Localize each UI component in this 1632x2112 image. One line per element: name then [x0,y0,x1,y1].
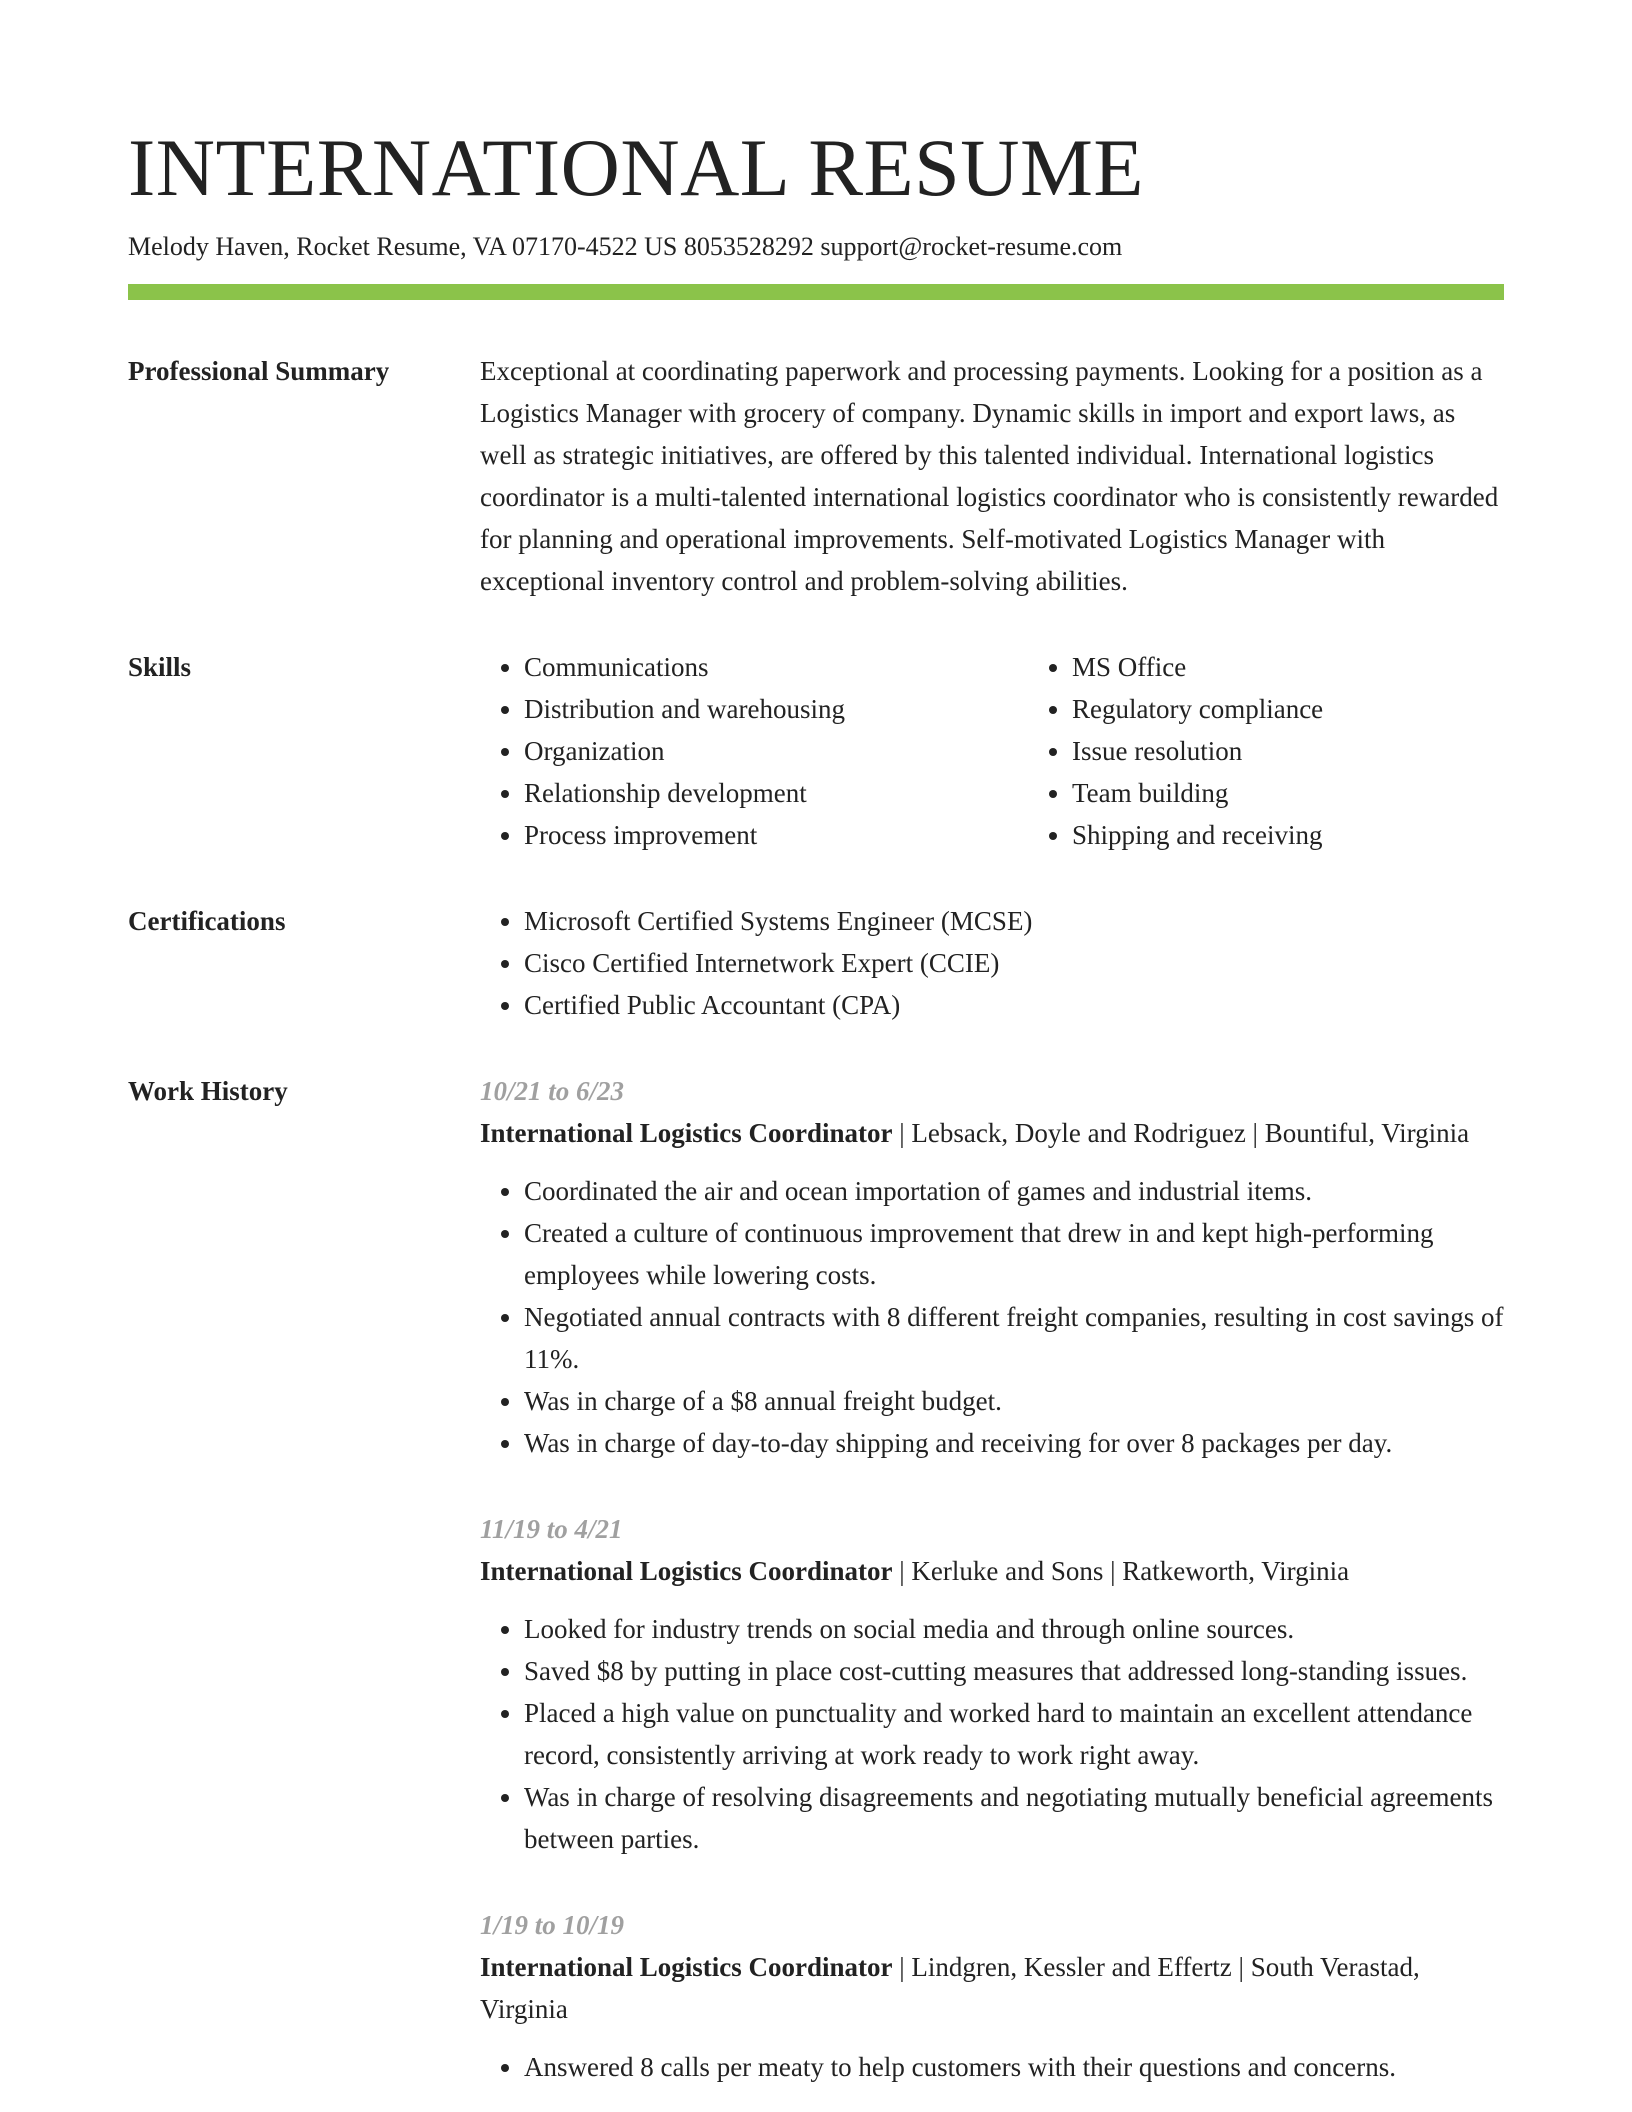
job-heading [480,1946,1504,2030]
job-bullet: • Negotiated annual contracts with 8 different freight companies, resulting in cost savings of 11%. [524,1296,1504,1380]
job-bullet: • Created a culture of continuous improvement that drew in and kept high-performing employees while lowering costs. [524,1212,1504,1296]
certification-item: • Cisco Certified Internetwork Expert (CCIE) [524,942,1504,984]
section-label: Work History [128,1076,288,1106]
certification-item: • Certified Public Accountant (CPA) [524,984,1504,1026]
job-title: International Logistics Coordinator [480,1952,893,1982]
section-label: Certifications [128,906,286,936]
job-heading [480,1550,1504,1592]
skill-item: • Regulatory compliance [1072,688,1323,730]
section-label: Skills [128,652,192,682]
skill-item: • Team building [1072,772,1323,814]
job-employer-location: | Lindgren, Kessler and Effertz | South Verastad, Virginia [480,1952,1420,2024]
skills-list-right [1028,646,1323,856]
skills-section [128,646,1504,856]
job-bullet: • Was in charge of day-to-day shipping and receiving for over 8 packages per day. [524,1422,1504,1464]
summary-section [128,350,1504,602]
job-bullet: • Was in charge of resolving disagreements and negotiating mutually beneficial agreements between parties. [524,1776,1504,1860]
skill-item: • Distribution and warehousing [524,688,1028,730]
contact-line: Melody Haven, Rocket Resume, VA 07170-4522 US 8053528292 support@rocket-resume.com [128,232,1123,261]
job-bullet: • Placed a high value on punctuality and worked hard to maintain an excellent attendance record, consistently arriving at work ready to work right away. [524,1692,1504,1776]
job-bullet: • Saved $8 by putting in place cost-cutting measures that addressed long-standing issues. [524,1650,1504,1692]
skill-item: • Shipping and receiving [1072,814,1323,856]
job-dates: 1/19 to 10/19 [480,1910,625,1940]
skill-item: • Organization [524,730,1028,772]
certifications-section [128,900,1504,1026]
job-dates: 10/21 to 6/23 [480,1076,625,1106]
summary-text: Exceptional at coordinating paperwork and processing payments. Looking for a position as a Logistics Manager with grocery of company. Dynamic skills in import and export laws, as well as strategic initiatives, are offered by this talented individual. International logistics coordinator is a multi-talented international logistics coordinator who is consistently rewarded for planning and operational improvements. Self-motivated Logistics Manager with exceptional inventory control and problem-solving abilities. [480,356,1499,596]
job-entry [480,1508,1504,1860]
job-bullets [480,2046,1504,2088]
skills-list-left [480,646,1028,856]
job-employer-location: | Lebsack, Doyle and Rodriguez | Bountiful, Virginia [892,1118,1470,1148]
skill-item: • Communications [524,646,1028,688]
certifications-list [480,900,1504,1026]
job-dates: 11/19 to 4/21 [480,1514,623,1544]
resume-title: INTERNATIONAL RESUME [128,122,1144,213]
job-entry [480,1904,1504,2088]
job-bullets [480,1170,1504,1464]
resume-page [128,0,1504,2088]
job-employer-location: | Kerluke and Sons | Ratkeworth, Virginia [892,1556,1350,1586]
work-history-section [128,1070,1504,2088]
skill-item: • Relationship development [524,772,1028,814]
job-title: International Logistics Coordinator [480,1556,893,1586]
job-bullet: • Was in charge of a $8 annual freight budget. [524,1380,1504,1422]
job-bullet: • Looked for industry trends on social media and through online sources. [524,1608,1504,1650]
job-title: International Logistics Coordinator [480,1118,893,1148]
certification-item: • Microsoft Certified Systems Engineer (MCSE) [524,900,1504,942]
job-bullets [480,1608,1504,1860]
job-entry [480,1070,1504,1464]
job-bullet: • Coordinated the air and ocean importation of games and industrial items. [524,1170,1504,1212]
skill-item: • Process improvement [524,814,1028,856]
skill-item: • Issue resolution [1072,730,1323,772]
job-heading [480,1112,1504,1154]
skill-item: • MS Office [1072,646,1323,688]
job-bullet: • Answered 8 calls per meaty to help customers with their questions and concerns. [524,2046,1504,2088]
section-label: Professional Summary [128,356,390,386]
header-divider [128,284,1504,300]
